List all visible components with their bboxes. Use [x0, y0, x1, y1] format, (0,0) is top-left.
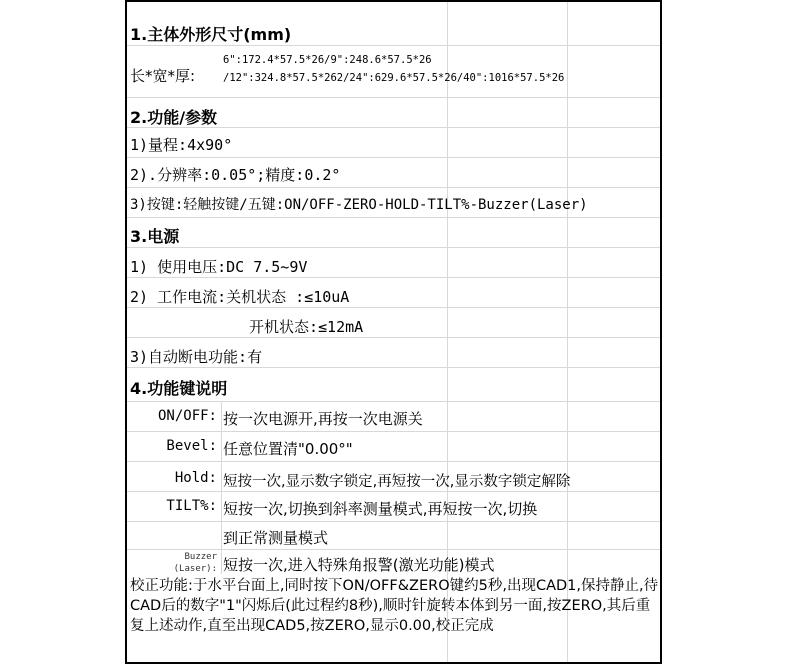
key-onoff-label: ON/OFF: [157, 408, 217, 424]
param-resolution: 2).分辨率:0.05°;精度:0.2° [130, 166, 341, 184]
section-2-title: 2.功能/参数 [130, 108, 218, 127]
row-key-hold [127, 462, 660, 492]
section-1-title: 1.主体外形尺寸(mm) [130, 25, 292, 44]
row-dimensions [127, 46, 660, 98]
key-tilt-label: TILT%: [166, 498, 217, 514]
key-hold-desc: 短按一次,显示数字锁定,再短按一次,显示数字锁定解除 [223, 474, 571, 490]
row-section-2 [127, 98, 660, 128]
row-auto-off [127, 338, 660, 368]
spec-sheet [125, 0, 662, 664]
row-key-bevel [127, 432, 660, 462]
key-buzzer-label: Buzzer [184, 552, 217, 562]
power-auto-off: 3)自动断电功能:有 [130, 348, 263, 366]
power-current-off: 2) 工作电流:关机状态 :≤10uA [130, 288, 350, 306]
row-key-tilt-cont [127, 522, 660, 550]
dimensions-line-1: 6":172.4*57.5*26/9":248.6*57.5*26 [223, 54, 432, 66]
section-3-title: 3.电源 [130, 227, 180, 246]
key-buzzer-desc: 短按一次,进入特殊角报警(激光功能)模式 [223, 556, 495, 574]
power-current-on: 开机状态:≤12mA [249, 318, 364, 336]
section-4-title: 4.功能键说明 [130, 379, 228, 398]
row-key-tilt [127, 492, 660, 522]
row-voltage [127, 248, 660, 278]
row-section-3 [127, 218, 660, 248]
key-bevel-label: Bevel: [166, 438, 217, 454]
dimensions-line-2: /12":324.8*57.5*262/24":629.6*57.5*26/40":1016*57.5*26 [223, 72, 565, 84]
dimensions-label: 长*宽*厚: [130, 67, 196, 85]
calibration-note: 校正功能:于水平台面上,同时按下ON/OFF&ZERO键约5秒,出现CAD1,保持静止,待CAD后的数字"1"闪烁后(此过程约8秒),顺时针旋转本体到另一面,按ZERO,其后重复上述动作,直至出现CAD5,按ZERO,显示0.00,校正完成 [130, 578, 659, 634]
key-tilt-desc-2: 到正常测量模式 [223, 529, 329, 547]
row-section-4 [127, 368, 660, 402]
row-section-1 [127, 2, 660, 46]
key-onoff-desc: 按一次电源开,再按一次电源关 [223, 410, 423, 428]
param-range: 1)量程:4x90° [130, 136, 233, 154]
row-current-off [127, 278, 660, 308]
row-resolution [127, 158, 660, 188]
row-range [127, 128, 660, 158]
key-tilt-desc: 短按一次,切换到斜率测量模式,再短按一次,切换 [223, 500, 538, 518]
key-bevel-desc: 任意位置清"0.00°" [223, 440, 353, 458]
row-keys [127, 188, 660, 218]
power-voltage: 1) 使用电压:DC 7.5~9V [130, 258, 308, 276]
row-key-buzzer [127, 550, 660, 576]
key-buzzer-label-2: (Laser): [173, 564, 217, 574]
key-hold-label: Hold: [174, 470, 217, 486]
row-current-on [127, 308, 660, 338]
row-key-onoff [127, 402, 660, 432]
param-keys: 3)按键:轻触按键/五键:ON/OFF-ZERO-HOLD-TILT%-Buzzer(Laser) [130, 197, 588, 213]
